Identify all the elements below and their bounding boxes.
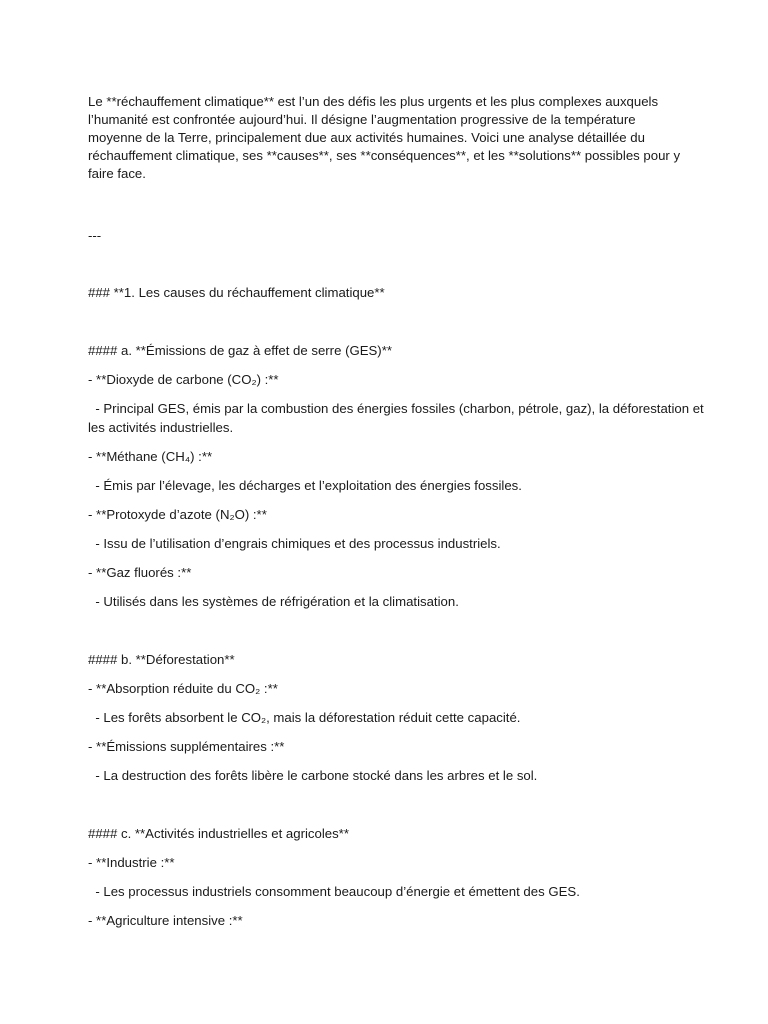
list-item: - Émis par l’élevage, les décharges et l’exploitation des énergies fossiles. bbox=[88, 478, 522, 493]
list-item: - **Émissions supplémentaires :** bbox=[88, 739, 285, 754]
list-item: - Utilisés dans les systèmes de réfrigération et la climatisation. bbox=[88, 594, 459, 609]
list-item: - Les forêts absorbent le CO₂, mais la déforestation réduit cette capacité. bbox=[88, 710, 521, 725]
list-item: - **Dioxyde de carbone (CO₂) :** bbox=[88, 372, 279, 387]
list-item: - **Absorption réduite du CO₂ :** bbox=[88, 681, 278, 696]
list-item: - **Protoxyde d’azote (N₂O) :** bbox=[88, 507, 267, 522]
list-item: - **Gaz fluorés :** bbox=[88, 565, 192, 580]
sub-c-heading: #### c. **Activités industrielles et agricoles** bbox=[88, 826, 349, 841]
intro-line-5: faire face. bbox=[88, 166, 146, 181]
intro-line-4: réchauffement climatique, ses **causes**, ses **conséquences**, et les **solutions** possibles pour y bbox=[88, 148, 681, 163]
intro-line-3: moyenne de la Terre, principalement due aux activités humaines. Voici une analyse détaillée du bbox=[88, 130, 645, 145]
list-item: - La destruction des forêts libère le carbone stocké dans les arbres et le sol. bbox=[88, 768, 538, 783]
intro-line-1: Le **réchauffement climatique** est l’un des défis les plus urgents et les plus complexes auxquels bbox=[88, 94, 659, 109]
list-item: - **Agriculture intensive :** bbox=[88, 913, 243, 928]
list-item: - Issu de l’utilisation d’engrais chimiques et des processus industriels. bbox=[88, 536, 501, 551]
list-item: - **Industrie :** bbox=[88, 855, 175, 870]
sub-b-heading: #### b. **Déforestation** bbox=[88, 652, 235, 667]
section-heading: ### **1. Les causes du réchauffement climatique** bbox=[88, 285, 385, 300]
list-item: - Principal GES, émis par la combustion des énergies fossiles (charbon, pétrole, gaz), la déforestation et bbox=[88, 401, 704, 416]
sub-a-heading: #### a. **Émissions de gaz à effet de serre (GES)** bbox=[88, 343, 392, 358]
list-item: les activités industrielles. bbox=[88, 420, 234, 435]
separator: --- bbox=[88, 228, 102, 243]
intro-line-2: l’humanité est confrontée aujourd’hui. Il désigne l’augmentation progressive de la température bbox=[88, 112, 636, 127]
list-item: - Les processus industriels consomment beaucoup d’énergie et émettent des GES. bbox=[88, 884, 580, 899]
list-item: - **Méthane (CH₄) :** bbox=[88, 449, 213, 464]
